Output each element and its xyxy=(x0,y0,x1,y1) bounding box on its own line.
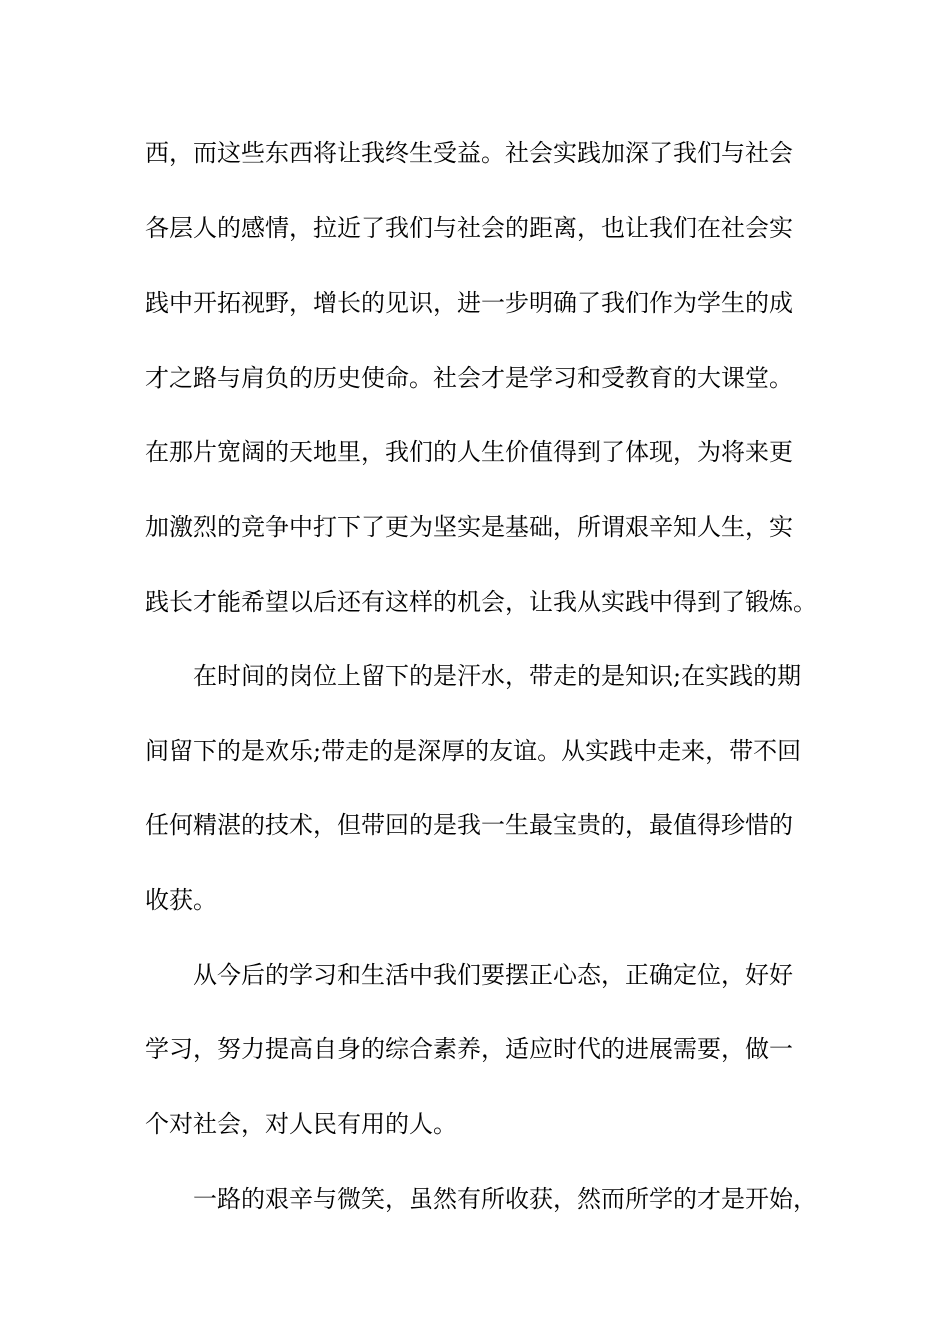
text-line: 各层人的感情，拉近了我们与社会的距离，也让我们在社会实 xyxy=(145,214,793,242)
text-line: 间留下的是欢乐;带走的是深厚的友谊。从实践中走来，带不回 xyxy=(145,737,802,765)
text-line: 在那片宽阔的天地里，我们的人生价值得到了体现，为将来更 xyxy=(145,438,793,466)
paragraph-start-line: 一路的艰辛与微笑，虽然有所收获，然而所学的才是开始， xyxy=(193,1185,817,1213)
text-line: 加激烈的竞争中打下了更为坚实是基础，所谓艰辛知人生，实 xyxy=(145,513,793,541)
text-line: 西，而这些东西将让我终生受益。社会实践加深了我们与社会 xyxy=(145,139,793,167)
text-line: 才之路与肩负的历史使命。社会才是学习和受教育的大课堂。 xyxy=(145,364,793,392)
text-line: 学习，努力提高自身的综合素养，适应时代的进展需要，做一 xyxy=(145,1035,793,1063)
paragraph-start-line: 从今后的学习和生活中我们要摆正心态，正确定位，好好 xyxy=(193,961,793,989)
text-line: 个对社会，对人民有用的人。 xyxy=(145,1110,457,1138)
text-line: 践中开拓视野，增长的见识，进一步明确了我们作为学生的成 xyxy=(145,289,793,317)
text-line: 践长才能希望以后还有这样的机会，让我从实践中得到了锻炼。 xyxy=(145,588,817,616)
text-line: 收获。 xyxy=(145,886,217,914)
text-line: 任何精湛的技术，但带回的是我一生最宝贵的，最值得珍惜的 xyxy=(145,811,793,839)
paragraph-start-line: 在时间的岗位上留下的是汗水，带走的是知识;在实践的期 xyxy=(193,662,802,690)
